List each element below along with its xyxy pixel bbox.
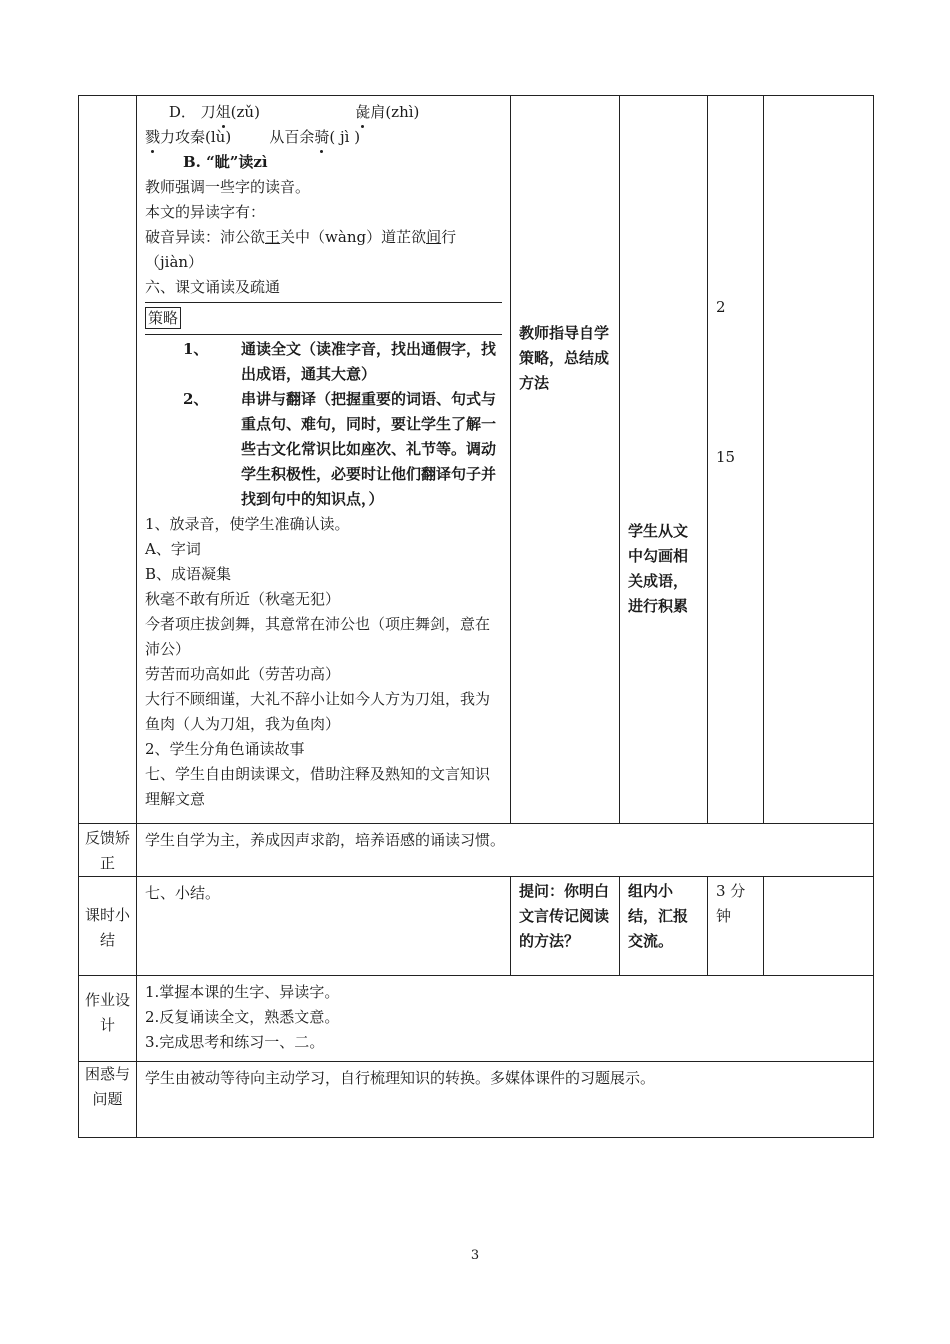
list-item: A、字词 [145,540,201,558]
summary-time: 3 分钟 [708,877,764,976]
homework-list [137,976,874,1062]
divider [145,302,502,303]
student-activity: 学生从文中勾画相关成语，进行积累 [628,522,689,615]
empty-cell [764,877,874,976]
list-item: 2、学生分角色诵读故事 [145,740,305,758]
row-label: 课时小结 [79,877,137,976]
list-item: 1.掌握本课的生字、异读字。 [145,983,340,1001]
list-item: 1、放录音，使学生准确认读。 [145,515,350,533]
pronunciation-line-d: D． 刀俎(zǔ) 彘肩(zhì) [145,100,502,125]
teacher-activity-cell [511,96,620,824]
paragraph: 破音异读：沛公欲王关中（wàng）道芷欲间行（jiàn） [145,228,457,271]
lesson-plan-table [78,95,874,1138]
teacher-activity: 教师指导自学策略，总结成方法 [519,324,610,392]
time-value: 2 [716,298,726,316]
table-row [79,877,874,976]
strategy-item: 2、 串讲与翻译（把握重要的词语、句式与重点句、难句，同时，要让学生了解一些古文化常识比如座次、礼节等。调动学生积极性，必要时让他们翻译句子并找到句中的知识点，） [183,390,497,508]
list-item: 大行不顾细谨，大礼不辞小让如今人方为刀俎，我为鱼肉（人为刀俎，我为鱼肉） [145,690,491,733]
feedback-text: 学生自学为主，养成因声求韵，培养语感的诵读习惯。 [137,824,874,877]
list-item: 七、学生自由朗读课文，借助注释及熟知的文言知识理解文意 [145,765,491,808]
pronunciation-line-lu: 戮力攻秦(lù) 从百余骑( jì ) [145,125,502,150]
time-value: 15 [716,448,736,466]
table-row [79,824,874,877]
list-item: 劳苦而功高如此（劳苦功高） [145,665,341,683]
list-item: 今者项庄拔剑舞，其意常在沛公也（项庄舞剑，意在沛公） [145,615,491,658]
row-label: 困惑与问题 [79,1062,137,1138]
row-label [79,96,137,824]
summary-student: 组内小结，汇报交流。 [620,877,708,976]
summary-teacher: 提问：你明白文言传记阅读的方法？ [511,877,620,976]
table-row [79,1062,874,1138]
summary-text: 七、小结。 [137,877,511,976]
paragraph: 本文的异读字有： [145,203,266,221]
table-row [79,976,874,1062]
strategy-label: 策略 [145,307,181,329]
student-activity-cell [620,96,708,824]
row-label: 作业设计 [79,976,137,1062]
content-cell [137,96,511,824]
empty-cell [764,96,874,824]
time-cell [708,96,764,824]
problems-text: 学生由被动等待向主动学习，自行梳理知识的转换。多媒体课件的习题展示。 [137,1062,874,1138]
pronunciation-line-b: B. “眦”读zì [183,153,268,171]
divider [145,334,502,335]
page-number: 3 [470,1248,480,1263]
paragraph: 教师强调一些字的读音。 [145,178,311,196]
strategy-item: 1、 通读全文（读准字音，找出通假字，找出成语，通其大意） [183,340,497,383]
table-row [79,96,874,824]
list-item: 3.完成思考和练习一、二。 [145,1033,325,1051]
list-item: 秋毫不敢有所近（秋毫无犯） [145,590,341,608]
list-item: 2.反复诵读全文，熟悉文意。 [145,1008,340,1026]
section-heading: 六、课文诵读及疏通 [145,278,281,296]
list-item: B、成语凝集 [145,565,232,583]
row-label: 反馈矫正 [79,824,137,877]
